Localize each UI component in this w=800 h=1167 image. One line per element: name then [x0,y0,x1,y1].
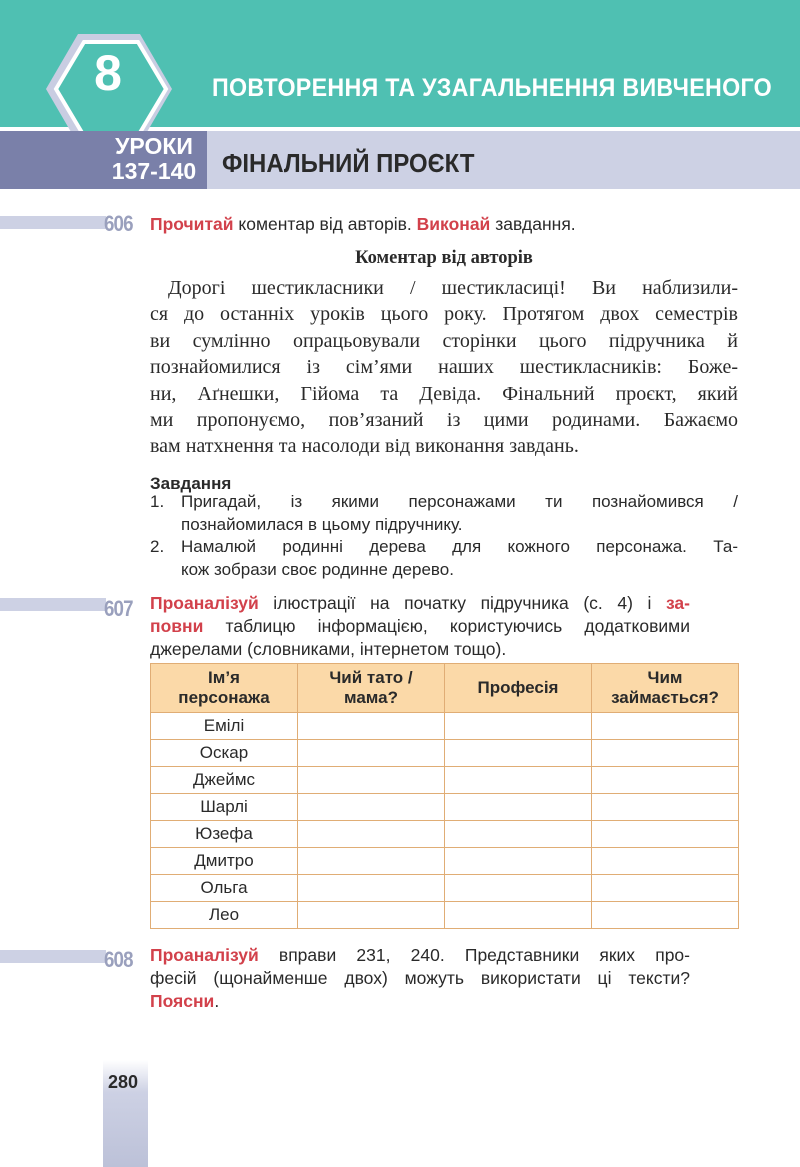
task-608-line [150,944,690,967]
task-607-verb-fill-a: за- [665,593,690,613]
table-cell-empty [445,794,592,821]
task-607-instruction [150,592,690,661]
task-item-number: 2. [150,537,165,556]
task-item-line: кож зобрази своє родинне дерево. [181,559,454,579]
comment-line: ми пропонуємо, пов’язаний із цими родинами. Бажаємо [150,409,738,432]
table-cell-empty [592,713,739,740]
task-608-line [0,950,106,963]
header-line: Чим [647,668,683,687]
task-608-verb-analyze: Проаналізуй [150,945,259,965]
table-header-profession [445,664,592,713]
comment-line: вам натхнення та насолоди від виконання завдань. [150,435,579,458]
task-item [150,491,738,536]
table-cell-empty [592,740,739,767]
table-cell-empty [298,740,445,767]
table-cell-empty [592,821,739,848]
task-608-line: фесій (щонайменше двох) можуть використати ці тексти? [150,968,690,988]
task-608-instruction [150,944,690,1013]
lesson-label [104,134,204,184]
table-cell-empty [298,848,445,875]
task-item-line: Намалюй родинні дерева для кожного персонажа. Та- [181,537,738,556]
task-607-verb-analyze: Проаналізуй [150,593,259,613]
table-cell-empty [298,794,445,821]
table-cell-empty [445,821,592,848]
table-row [151,713,739,740]
lesson-range: 137-140 [111,158,197,184]
table-cell-character: Лео [151,902,298,929]
table-cell-empty [298,713,445,740]
table-row [151,848,739,875]
task-607-line: джерелами (словниками, інтернетом тощо). [150,639,507,659]
table-cell-empty [445,848,592,875]
table-cell-empty [298,902,445,929]
table-cell-empty [298,767,445,794]
comment-line: ви сумлінно опрацьовували сторінки цього підручника й [150,329,738,352]
header-line: Ім’я [208,668,240,687]
task-607-number: 607 [104,596,133,621]
comment-body [150,275,738,460]
characters-table [150,663,739,929]
table-row [151,875,739,902]
table-row [151,794,739,821]
header-line: Професія [477,678,559,697]
table-row [151,821,739,848]
tasks-title: Завдання [150,474,232,493]
task-606-number: 606 [104,211,133,236]
header-line: Чий тато / [329,668,413,687]
table-cell-character: Дмитро [151,848,298,875]
table-cell-empty [592,794,739,821]
table-cell-character: Емілі [151,713,298,740]
table-cell-character: Джеймс [151,767,298,794]
table-cell-character: Юзефа [151,821,298,848]
table-cell-empty [445,713,592,740]
lesson-title: ФІНАЛЬНИЙ ПРОЄКТ [222,148,475,178]
task-607-line [150,592,690,615]
task-606-verb-do: Виконай [416,214,491,234]
table-row [151,902,739,929]
comment-line: познайомилися із сім’ями наших шестикласників: Боже- [150,356,738,379]
table-row [151,740,739,767]
comment-title: Коментар від авторів [355,248,533,268]
table-cell-empty [592,767,739,794]
table-cell-empty [298,821,445,848]
table-cell-character: Ольга [151,875,298,902]
task-606-text1: коментар від авторів. [233,214,417,234]
header-line: займається? [611,688,719,707]
task-607-line [150,615,690,638]
task-item-line: познайомилася в цьому підручнику. [181,514,463,534]
task-606-line [0,216,106,229]
chapter-number: 8 [94,45,122,101]
task-608-verb-explain: Поясни [150,991,215,1011]
task-item-number: 1. [150,492,165,511]
task-item [150,536,738,581]
table-header-occupation [592,664,739,713]
task-608-number: 608 [104,947,133,972]
table-cell-empty [592,848,739,875]
table-row [151,767,739,794]
table-cell-character: Шарлі [151,794,298,821]
table-header-name [151,664,298,713]
table-cell-character: Оскар [151,740,298,767]
table-header-row [151,664,739,713]
table-cell-empty [445,902,592,929]
table-cell-empty [298,875,445,902]
table-cell-empty [592,875,739,902]
table-cell-empty [445,875,592,902]
table-cell-empty [445,767,592,794]
table-cell-empty [592,902,739,929]
comment-line: ни, Аґнешки, Гійома та Девіда. Фінальний проєкт, який [150,382,738,405]
page-number: 280 [108,1072,139,1092]
header-line: персонажа [178,688,270,707]
task-608-text1: вправи 231, 240. Представники яких про- [258,945,690,965]
task-606-text2: завдання. [490,214,576,234]
task-list [150,491,738,581]
task-606-instruction [150,213,576,236]
task-608-text3: . [214,991,220,1011]
header-line: мама? [344,688,398,707]
task-608-line [150,990,690,1013]
table-cell-empty [445,740,592,767]
task-item-line: Пригадай, із якими персонажами ти познайомився / [181,492,738,511]
task-607-text1: ілюстрації на початку підручника (с. 4) і [258,593,666,613]
lesson-label-word: УРОКИ [115,133,193,159]
comment-line: ся до останніх уроків цього року. Протягом двох семестрів [150,303,738,326]
task-607-verb-fill-b: повни [150,616,204,636]
chapter-title: ПОВТОРЕННЯ ТА УЗАГАЛЬНЕННЯ ВИВЧЕНОГО [212,74,772,102]
task-606-verb-read: Прочитай [150,214,234,234]
table-header-parent [298,664,445,713]
comment-line: Дорогі шестикласники / шестикласиці! Ви наблизили- [168,277,738,299]
task-607-line [0,598,106,611]
task-607-text2: таблицю інформацією, користуючись додатковими [203,616,690,636]
